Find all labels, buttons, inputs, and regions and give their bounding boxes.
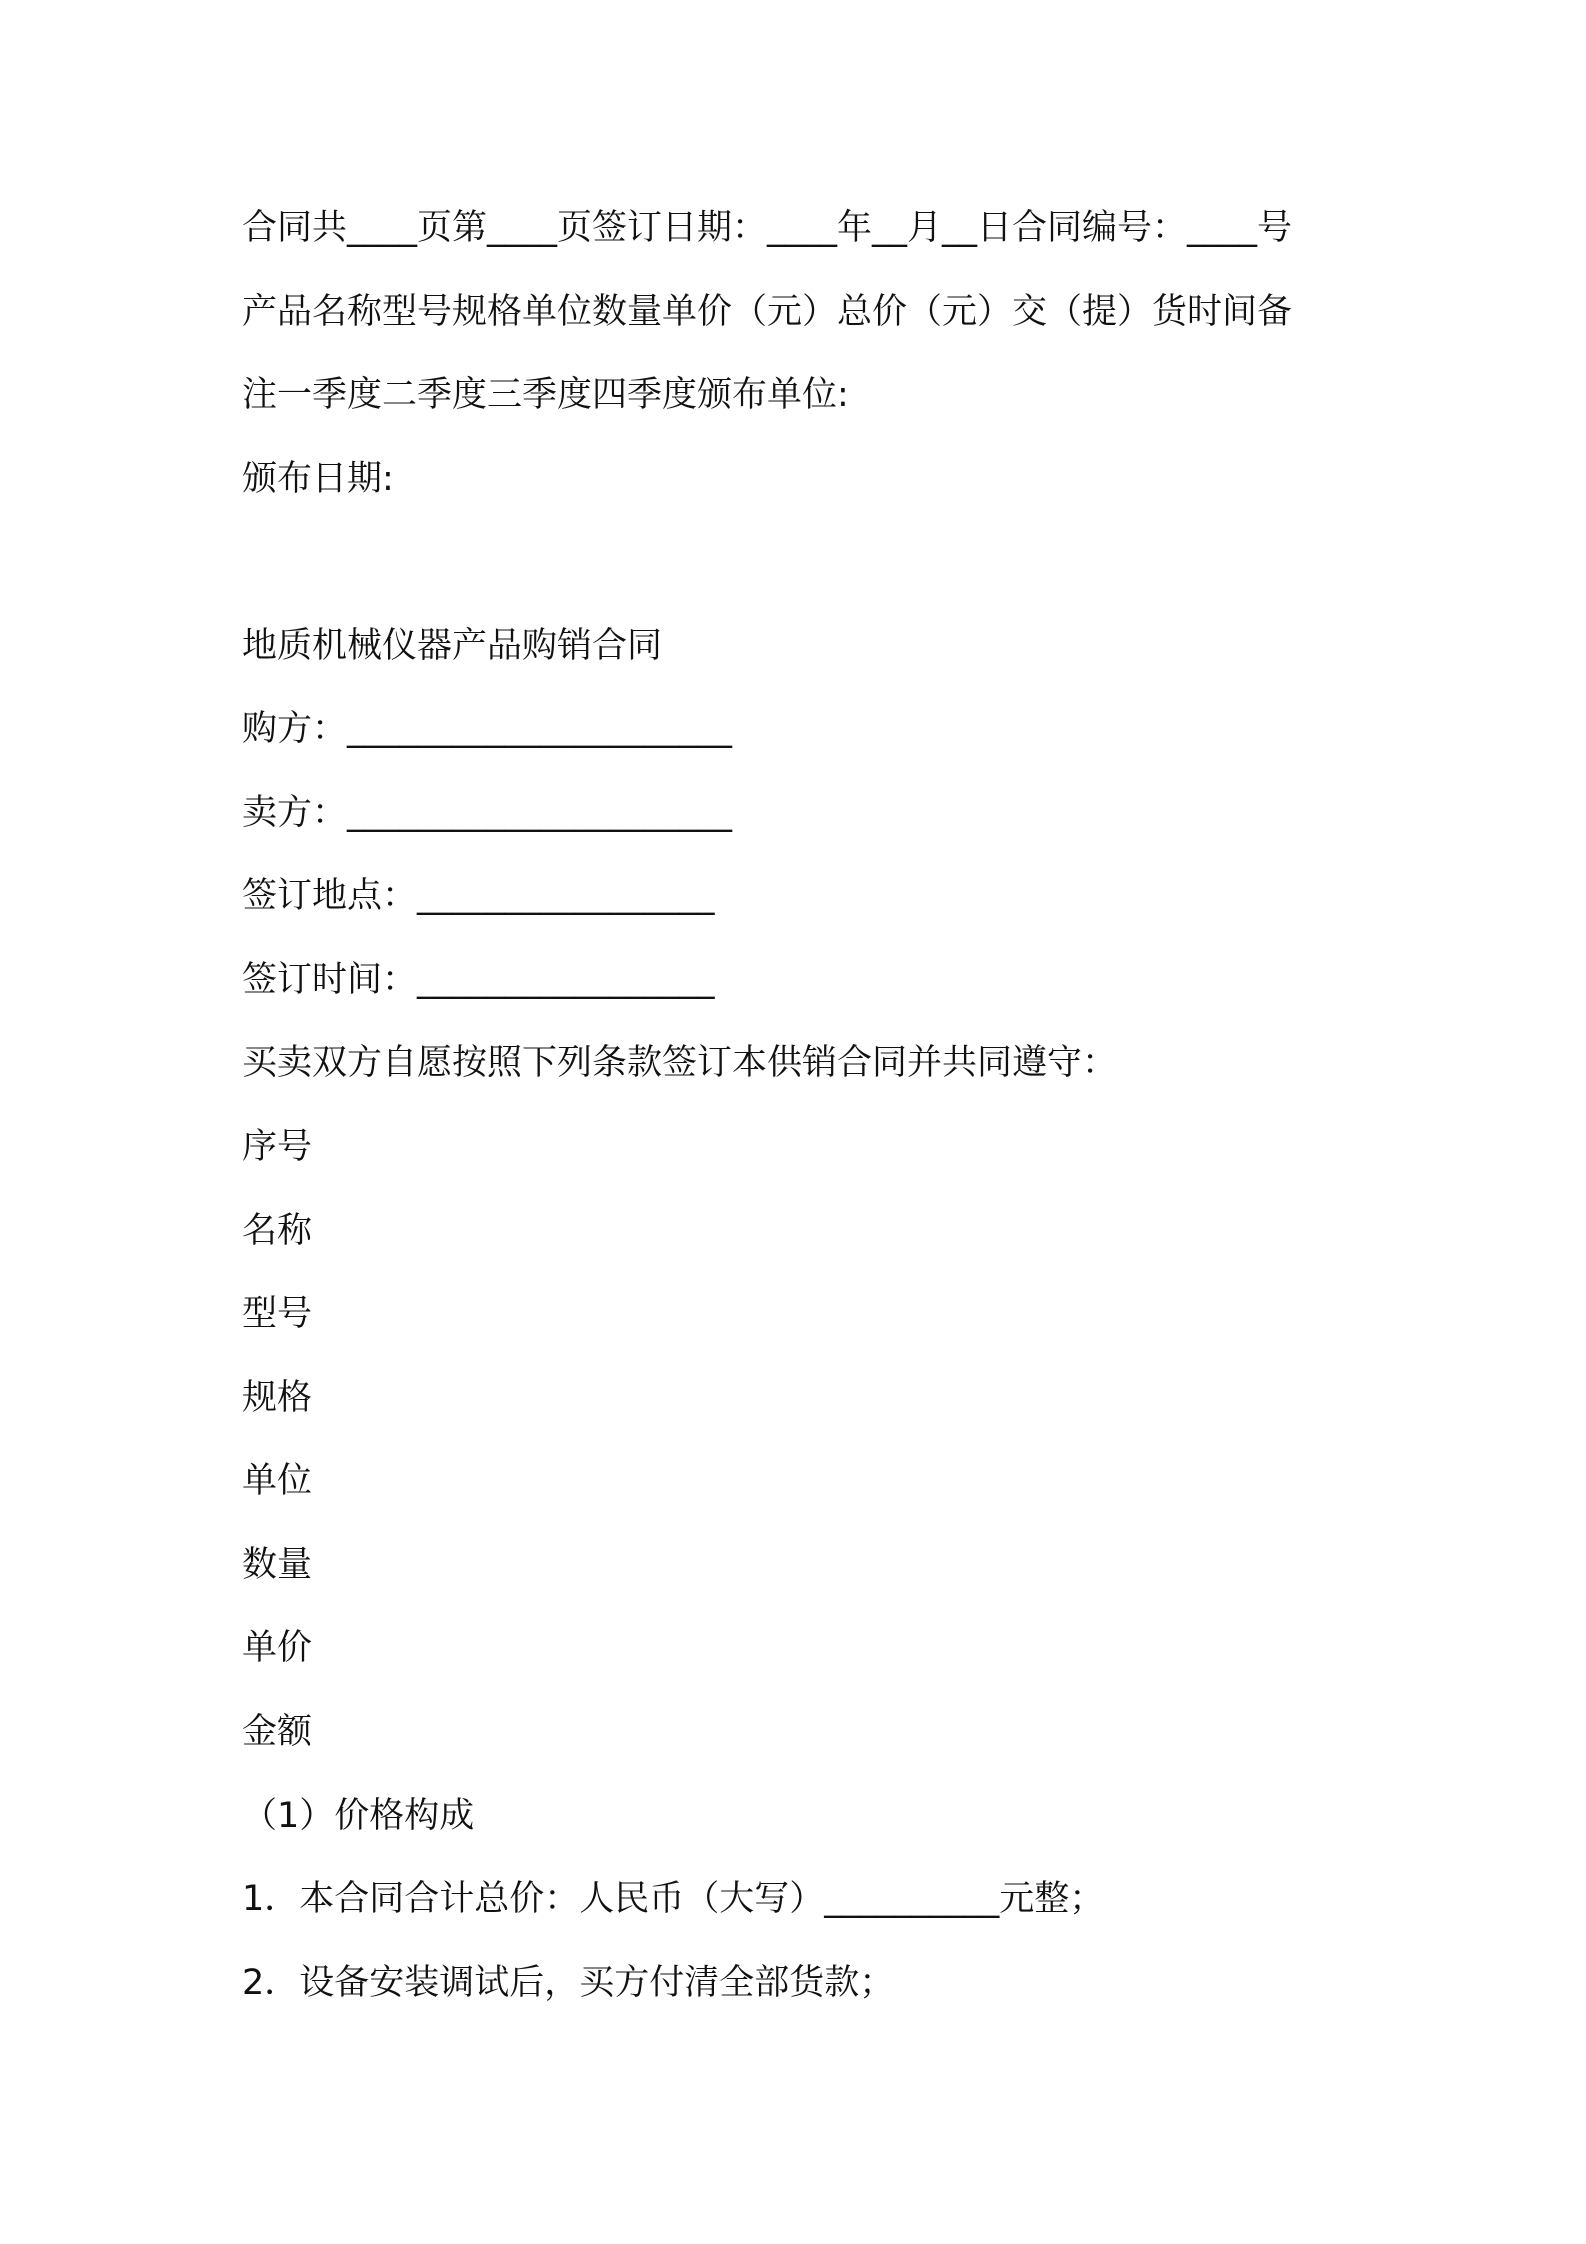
buyer-field: 购方：______________________: [242, 709, 733, 749]
signing-place-field: 签订地点：_________________: [242, 876, 715, 916]
agreement-statement: 买卖双方自愿按照下列条款签订本供销合同并共同遵守：: [242, 1043, 1118, 1083]
column-specification: 规格: [242, 1378, 313, 1418]
signing-time-field: 签订时间：_________________: [242, 960, 715, 1000]
column-quantity: 数量: [242, 1545, 313, 1585]
product-table-header-line: 产品名称型号规格单位数量单价（元）总价（元）交（提）货时间备: [242, 292, 1293, 332]
seller-field: 卖方：______________________: [242, 793, 733, 833]
price-composition-heading: （1）价格构成: [242, 1796, 475, 1836]
column-model: 型号: [242, 1294, 313, 1334]
contract-title: 地质机械仪器产品购销合同: [242, 626, 663, 666]
column-unit: 单位: [242, 1461, 313, 1501]
column-amount: 金额: [242, 1712, 313, 1752]
column-serial-number: 序号: [242, 1127, 313, 1167]
column-unit-price: 单价: [242, 1628, 313, 1668]
payment-clause: 2．设备安装调试后，买方付清全部货款；: [242, 1963, 895, 2003]
contract-header-line: 合同共____页第____页签订日期：____年__月__日合同编号：____号: [242, 208, 1293, 248]
issuing-unit-line: 注一季度二季度三季度四季度颁布单位:: [242, 375, 849, 415]
column-name: 名称: [242, 1211, 313, 1251]
total-price-clause: 1．本合同合计总价：人民币（大写）__________元整；: [242, 1879, 1105, 1919]
issue-date-line: 颁布日期:: [242, 459, 394, 499]
